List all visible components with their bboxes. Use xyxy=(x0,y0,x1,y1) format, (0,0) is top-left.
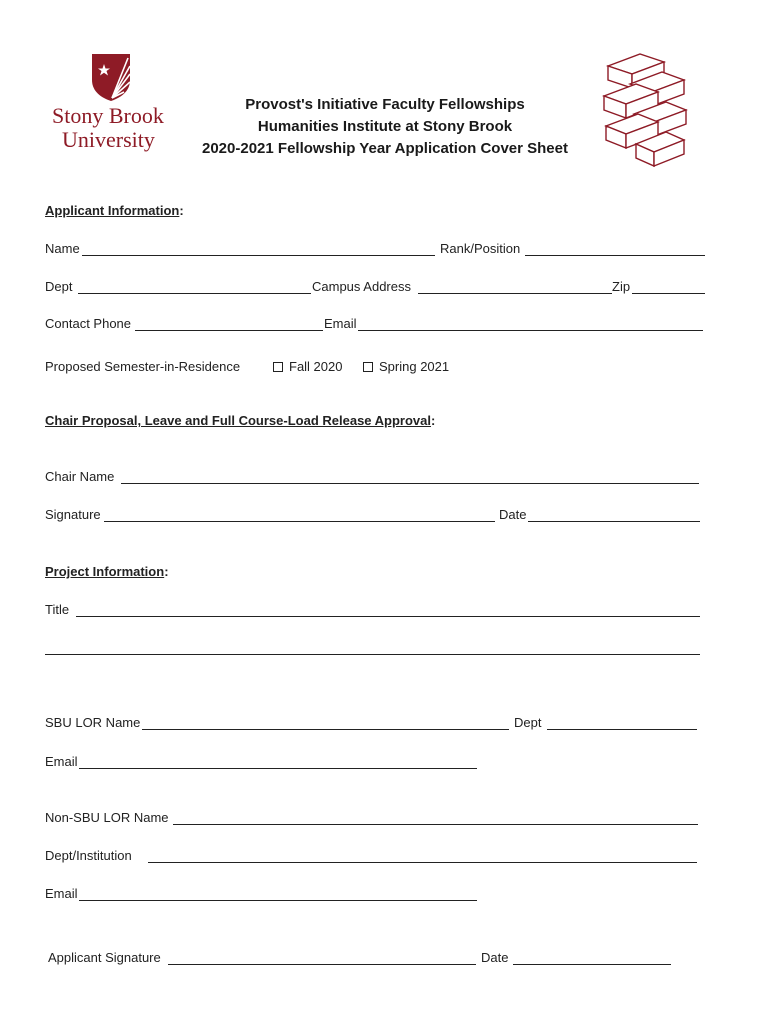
name-label: Name xyxy=(45,241,80,256)
signature-label: Signature xyxy=(45,507,101,522)
sbu-dept-label: Dept xyxy=(514,715,542,730)
campus-address-label: Campus Address xyxy=(312,279,411,294)
campus-address-field[interactable] xyxy=(418,293,612,294)
rank-position-field[interactable] xyxy=(525,255,705,256)
title-line-3: 2020-2021 Fellowship Year Application Cover Sheet xyxy=(202,140,568,157)
applicant-date-field[interactable] xyxy=(513,964,671,965)
zip-label: Zip xyxy=(612,279,631,294)
semester-label: Proposed Semester-in-Residence xyxy=(45,359,241,374)
chair-name-field[interactable] xyxy=(121,483,699,484)
non-sbu-email-field[interactable] xyxy=(79,900,477,901)
sbu-dept-field[interactable] xyxy=(547,729,697,730)
sbu-email-label: Email xyxy=(45,754,78,769)
zip-field[interactable] xyxy=(632,293,705,294)
spring-2021-option[interactable]: Spring 2021 xyxy=(363,359,449,374)
sbu-shield-icon xyxy=(90,52,134,102)
non-sbu-lor-name-field[interactable] xyxy=(173,824,698,825)
sbu-email-field[interactable] xyxy=(79,768,477,769)
chair-date-field[interactable] xyxy=(528,521,700,522)
applicant-signature-label: Applicant Signature xyxy=(48,950,161,965)
contact-phone-field[interactable] xyxy=(135,330,323,331)
dept-label: Dept xyxy=(45,279,73,294)
dept-institution-field[interactable] xyxy=(148,862,697,863)
title-line-2: Humanities Institute at Stony Brook xyxy=(257,118,513,135)
non-sbu-lor-name-label: Non-SBU LOR Name xyxy=(45,810,169,825)
applicant-signature-field[interactable] xyxy=(168,964,476,965)
logo-line-1: Stony Brook xyxy=(52,103,164,128)
applicant-section-heading: Applicant Information: xyxy=(45,203,184,218)
dept-institution-label: Dept/Institution xyxy=(45,848,132,863)
title-field[interactable] xyxy=(76,616,700,617)
non-sbu-email-label: Email xyxy=(45,886,78,901)
signature-field[interactable] xyxy=(104,521,495,522)
chair-name-label: Chair Name xyxy=(45,469,115,484)
sbu-lor-name-field[interactable] xyxy=(142,729,509,730)
contact-phone-label: Contact Phone xyxy=(45,316,132,331)
title-line-1: Provost's Initiative Faculty Fellowships xyxy=(245,96,525,113)
stacked-blocks-icon xyxy=(600,52,690,170)
title-field-line-2[interactable] xyxy=(45,654,700,655)
name-field[interactable] xyxy=(82,255,435,256)
dept-field[interactable] xyxy=(78,293,311,294)
applicant-date-label: Date xyxy=(481,950,509,965)
logo-line-2: University xyxy=(62,127,155,152)
email-field[interactable] xyxy=(358,330,703,331)
sbu-lor-name-label: SBU LOR Name xyxy=(45,715,141,730)
fall-2020-option[interactable]: Fall 2020 xyxy=(273,359,342,374)
spring-2021-checkbox[interactable] xyxy=(363,362,373,372)
title-label: Title xyxy=(45,602,70,617)
project-section-heading: Project Information: xyxy=(45,564,169,579)
rank-position-label: Rank/Position xyxy=(440,241,521,256)
chair-date-label: Date xyxy=(499,507,527,522)
fall-2020-checkbox[interactable] xyxy=(273,362,283,372)
chair-section-heading: Chair Proposal, Leave and Full Course-Load Release Approval: xyxy=(45,413,436,428)
email-label: Email xyxy=(324,316,357,331)
